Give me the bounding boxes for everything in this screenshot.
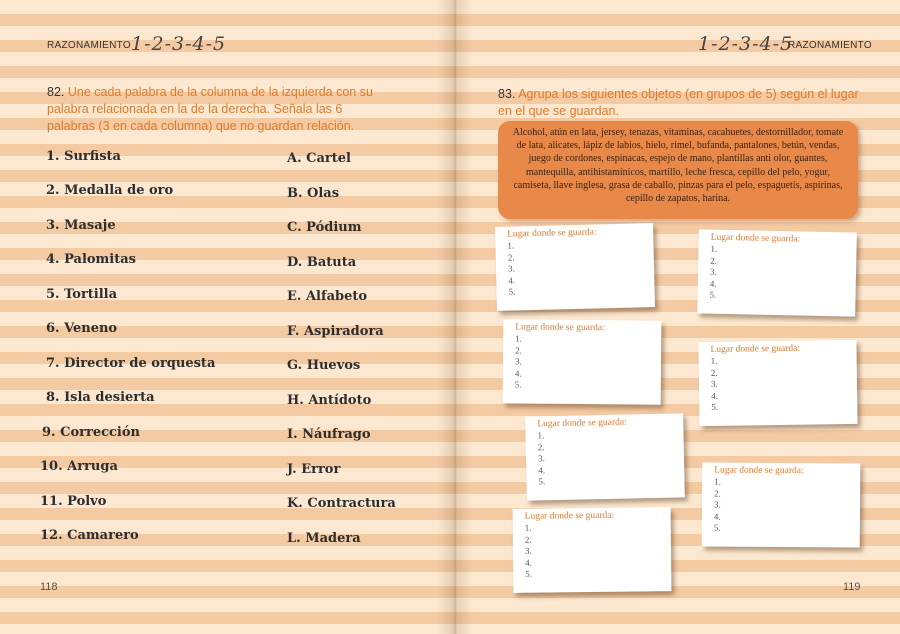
objects-list-box: Alcohol, atún en lata, jersey, tenazas, vitaminas, cacahuetes, destornillador, tomate de lata, alicates, lápiz de labios, hielo, rímel, bufanda, pantalones, betún, vendas, juego de cordones, espinacas, espejo de mano, plantillas anti olor, guantes, mantequilla, antihistamínicos, martillo, leche fresca, cepillo del pelo, yogur, camiseta, llave inglesa, grasa de caballo, pinzas para el pelo, espaguetis, aspirinas, cepillo de zapatos, harina. xyxy=(498,121,858,219)
answer-card[interactable] xyxy=(495,223,655,311)
card-line: 3. xyxy=(710,378,718,389)
card-line: 4. xyxy=(711,390,718,401)
card-line: 1. xyxy=(524,522,532,533)
left-item: 11. Polvo xyxy=(40,494,107,509)
card-line: 4. xyxy=(713,511,721,522)
left-item: 6. Veneno xyxy=(46,321,118,336)
answer-card[interactable] xyxy=(697,229,857,316)
card-heading: Lugar donde se guarda: xyxy=(710,343,801,355)
card-line: 4. xyxy=(709,278,717,289)
exercise-number: 82. xyxy=(47,85,65,99)
exercise-instruction: Agrupa los siguientes objetos (en grupos de 5) según el lugar en el que se guardan. xyxy=(498,87,859,118)
card-heading: Lugar donde se guarda: xyxy=(537,417,627,430)
card-line: 5. xyxy=(538,476,546,487)
card-line: 4. xyxy=(538,464,546,475)
page-number-left: 118 xyxy=(40,581,58,593)
card-line: 2. xyxy=(524,534,532,545)
card-line: 2. xyxy=(710,367,718,378)
exercise-83-title xyxy=(498,86,863,120)
card-line: 1. xyxy=(714,476,721,487)
exercise-82-title xyxy=(47,84,382,135)
section-label: RAZONAMIENTO xyxy=(788,40,872,51)
left-item: 5. Tortilla xyxy=(46,287,118,302)
right-item: G. Huevos xyxy=(287,358,361,373)
left-item: 8. Isla desierta xyxy=(46,390,155,405)
left-item: 9. Corrección xyxy=(42,425,140,440)
card-line: 2. xyxy=(507,251,515,263)
card-line: 2. xyxy=(710,255,718,266)
card-line: 5. xyxy=(514,379,522,390)
card-line: 5. xyxy=(709,289,717,300)
right-item: L. Madera xyxy=(287,531,361,546)
left-item: 3. Masaje xyxy=(46,218,116,233)
card-line: 1. xyxy=(515,333,522,344)
card-line: 3. xyxy=(537,453,545,464)
card-heading: Lugar donde se guarda: xyxy=(524,510,615,522)
answer-card[interactable] xyxy=(503,319,662,404)
card-heading: Lugar donde se guarda: xyxy=(710,232,801,245)
card-line: 5. xyxy=(713,522,721,533)
card-line: 2. xyxy=(537,441,545,452)
card-line: 3. xyxy=(507,263,515,274)
right-item: I. Náufrago xyxy=(287,427,371,442)
card-line: 2. xyxy=(714,488,721,499)
card-line: 3. xyxy=(713,499,721,510)
card-line: 5. xyxy=(508,286,516,297)
card-line: 3. xyxy=(709,266,717,277)
exercise-number: 83. xyxy=(498,87,516,101)
card-line: 1. xyxy=(537,430,545,441)
book-gutter xyxy=(438,0,472,634)
right-item: C. Pódium xyxy=(287,220,362,235)
left-item: 10. Arruga xyxy=(40,459,118,474)
right-item: J. Error xyxy=(287,462,341,477)
card-line: 3. xyxy=(524,545,532,556)
right-item: K. Contractura xyxy=(287,496,396,511)
left-item: 7. Director de orquesta xyxy=(46,356,216,371)
card-line: 2. xyxy=(515,344,522,355)
section-numbers: 1-2-3-4-5 xyxy=(698,33,794,55)
right-item: E. Alfabeto xyxy=(287,289,368,304)
left-item: 2. Medalla de oro xyxy=(46,183,174,198)
answer-card[interactable] xyxy=(513,507,672,593)
card-heading: Lugar donde se guarda: xyxy=(714,465,804,477)
card-line: 1. xyxy=(507,240,515,251)
answer-card[interactable] xyxy=(698,340,857,426)
right-item: B. Olas xyxy=(287,186,340,201)
right-item: D. Batuta xyxy=(287,255,357,270)
card-heading: Lugar donde se guarda: xyxy=(515,322,605,334)
left-item: 12. Camarero xyxy=(40,528,139,543)
card-line: 5. xyxy=(711,401,719,412)
left-item: 1. Surfista xyxy=(46,149,121,164)
section-label: RAZONAMIENTO xyxy=(47,40,131,51)
answer-card[interactable] xyxy=(525,413,685,500)
right-item: H. Antídoto xyxy=(287,393,372,408)
section-numbers: 1-2-3-4-5 xyxy=(131,33,227,55)
card-line: 1. xyxy=(710,355,718,366)
exercise-instruction: Une cada palabra de la columna de la izquierda con su palabra relacionada en la de la derecha. Señala las 6 palabras (3 en cada columna) que no guardan relación. xyxy=(47,85,373,133)
left-item: 4. Palomitas xyxy=(46,252,136,267)
card-line: 4. xyxy=(525,557,532,568)
card-line: 3. xyxy=(514,356,522,367)
right-item: F. Aspiradora xyxy=(287,324,384,339)
card-line: 4. xyxy=(514,367,522,378)
answer-card[interactable] xyxy=(702,462,861,547)
page-number-right: 119 xyxy=(843,581,861,593)
card-line: 5. xyxy=(525,568,533,579)
card-line: 1. xyxy=(710,243,718,254)
card-heading: Lugar donde se guarda: xyxy=(507,227,597,240)
right-item: A. Cartel xyxy=(287,151,351,166)
card-line: 4. xyxy=(508,274,516,286)
